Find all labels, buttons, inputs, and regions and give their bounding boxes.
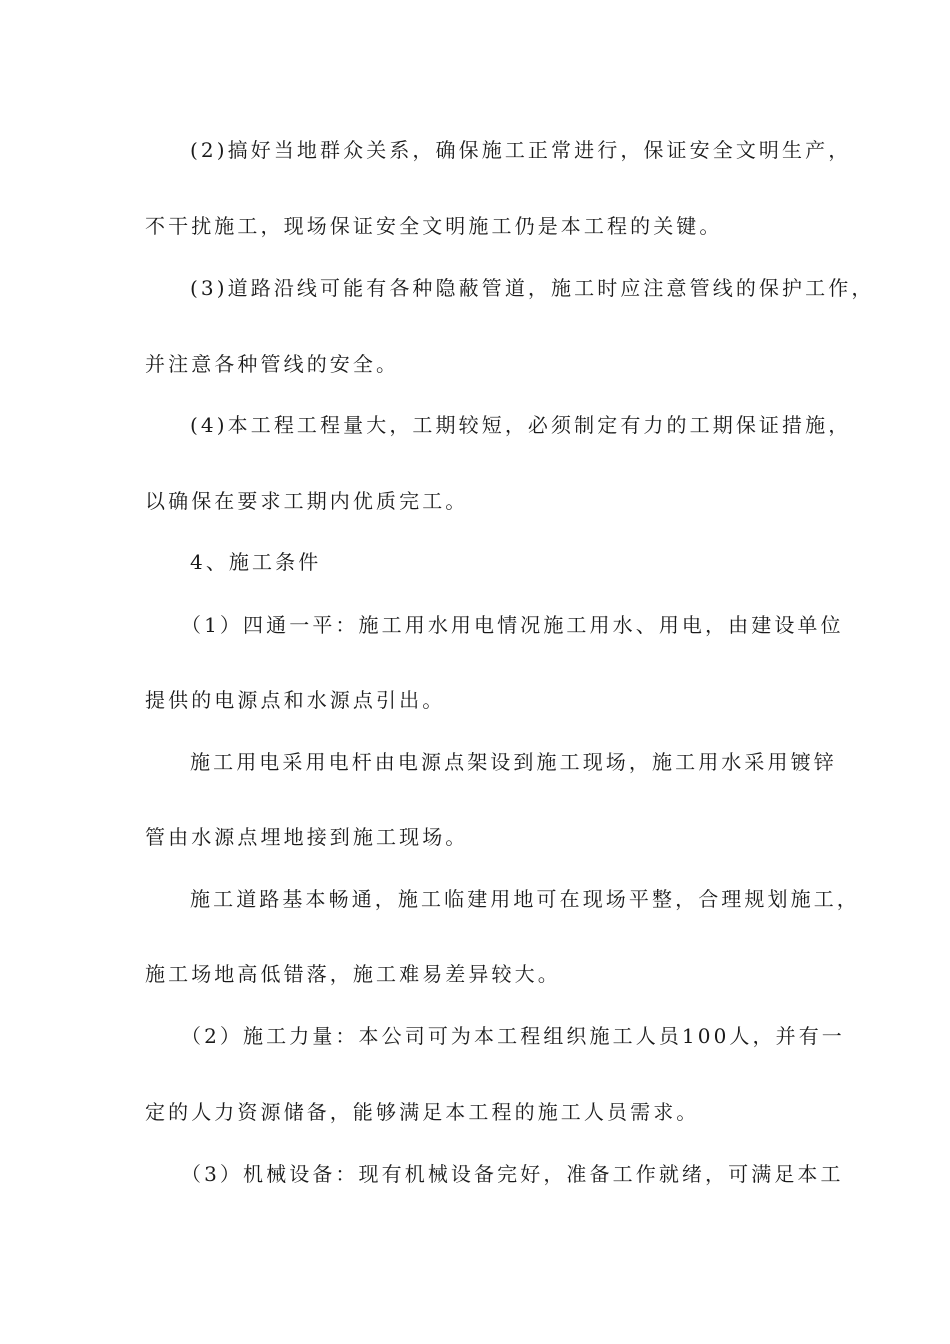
paragraph-line: 管由水源点埋地接到施工现场。 — [145, 825, 469, 849]
paragraph-line: 定的人力资源储备，能够满足本工程的施工人员需求。 — [145, 1100, 700, 1124]
paragraph-line: （3）机械设备：现有机械设备完好，准备工作就绪，可满足本工 — [181, 1162, 844, 1186]
paragraph-line: （2）施工力量：本公司可为本工程组织施工人员100人，并有一 — [181, 1024, 845, 1048]
paragraph-line: (3)道路沿线可能有各种隐蔽管道，施工时应注意管线的保护工作， — [190, 276, 875, 300]
paragraph-line: 施工场地高低错落，施工难易差异较大。 — [145, 962, 561, 986]
paragraph-line: 提供的电源点和水源点引出。 — [145, 688, 446, 712]
paragraph-line: 以确保在要求工期内优质完工。 — [145, 489, 469, 513]
paragraph-line: (4)本工程工程量大，工期较短，必须制定有力的工期保证措施， — [190, 413, 852, 437]
paragraph-line: 不干扰施工，现场保证安全文明施工仍是本工程的关键。 — [145, 214, 723, 238]
paragraph-line: 并注意各种管线的安全。 — [145, 352, 400, 376]
paragraph-line: 施工道路基本畅通，施工临建用地可在现场平整，合理规划施工， — [190, 887, 860, 911]
paragraph-line: (2)搞好当地群众关系，确保施工正常进行，保证安全文明生产， — [190, 138, 852, 162]
paragraph-line: 施工用电采用电杆由电源点架设到施工现场，施工用水采用镀锌 — [190, 750, 837, 774]
paragraph-line: （1）四通一平：施工用水用电情况施工用水、用电，由建设单位 — [181, 613, 844, 637]
section-heading: 4、施工条件 — [190, 550, 322, 574]
